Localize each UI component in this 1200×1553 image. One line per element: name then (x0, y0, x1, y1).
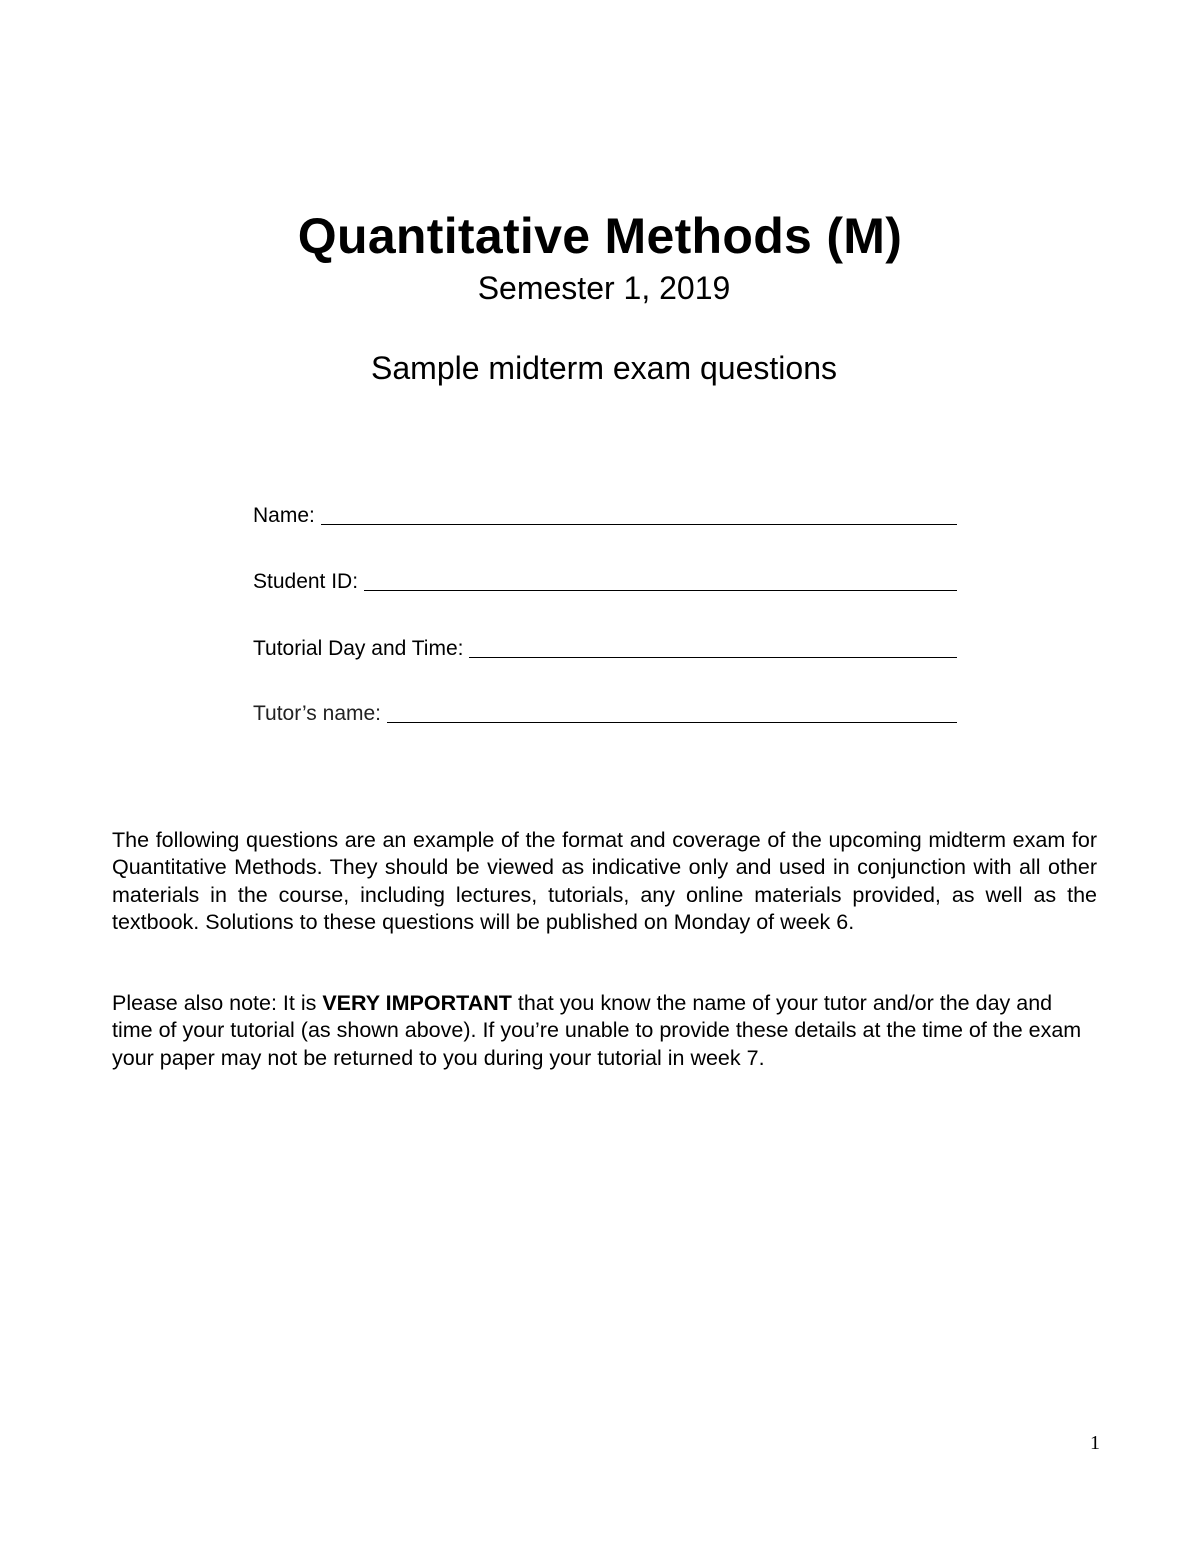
tutorial-day-time-field-label: Tutorial Day and Time: (253, 637, 464, 660)
document-subtitle: Sample midterm exam questions (371, 350, 837, 386)
note-prefix-text: Please also note: It is (112, 991, 323, 1015)
name-field (253, 498, 957, 528)
document-title: Quantitative Methods (M) (297, 208, 903, 264)
important-note-paragraph (112, 990, 1097, 1072)
tutor-name-field-blank-line[interactable] (387, 721, 957, 723)
tutor-name-field (253, 696, 957, 726)
intro-paragraph: The following questions are an example of the format and coverage of the upcoming midterm exam for Quantitative Methods. They should be viewed as indicative only and used in conjunction with all other materials in the course, including lectures, tutorials, any online materials provided, as well as the textbook. Solutions to these questions will be published on Monday of week 6. (112, 828, 1097, 934)
tutor-name-field-label: Tutor’s name: (253, 702, 381, 725)
tutorial-day-time-field (253, 631, 957, 661)
note-suffix-text: that you know the name of your tutor and/or the day and time of your tutorial (as shown above). If you’re unable to provide these details at the time of the exam your paper may not be returned to you during your tutorial in week 7. (112, 991, 1082, 1070)
semester-label: Semester 1, 2019 (477, 270, 731, 306)
student-id-field-blank-line[interactable] (364, 589, 957, 591)
student-id-field-label: Student ID: (253, 570, 359, 593)
page-number: 1 (1090, 1432, 1100, 1454)
note-emphasis-text: VERY IMPORTANT (322, 991, 512, 1015)
student-id-field (253, 564, 957, 594)
tutorial-day-time-field-blank-line[interactable] (469, 656, 957, 658)
name-field-blank-line[interactable] (321, 523, 957, 525)
name-field-label: Name: (253, 504, 315, 527)
